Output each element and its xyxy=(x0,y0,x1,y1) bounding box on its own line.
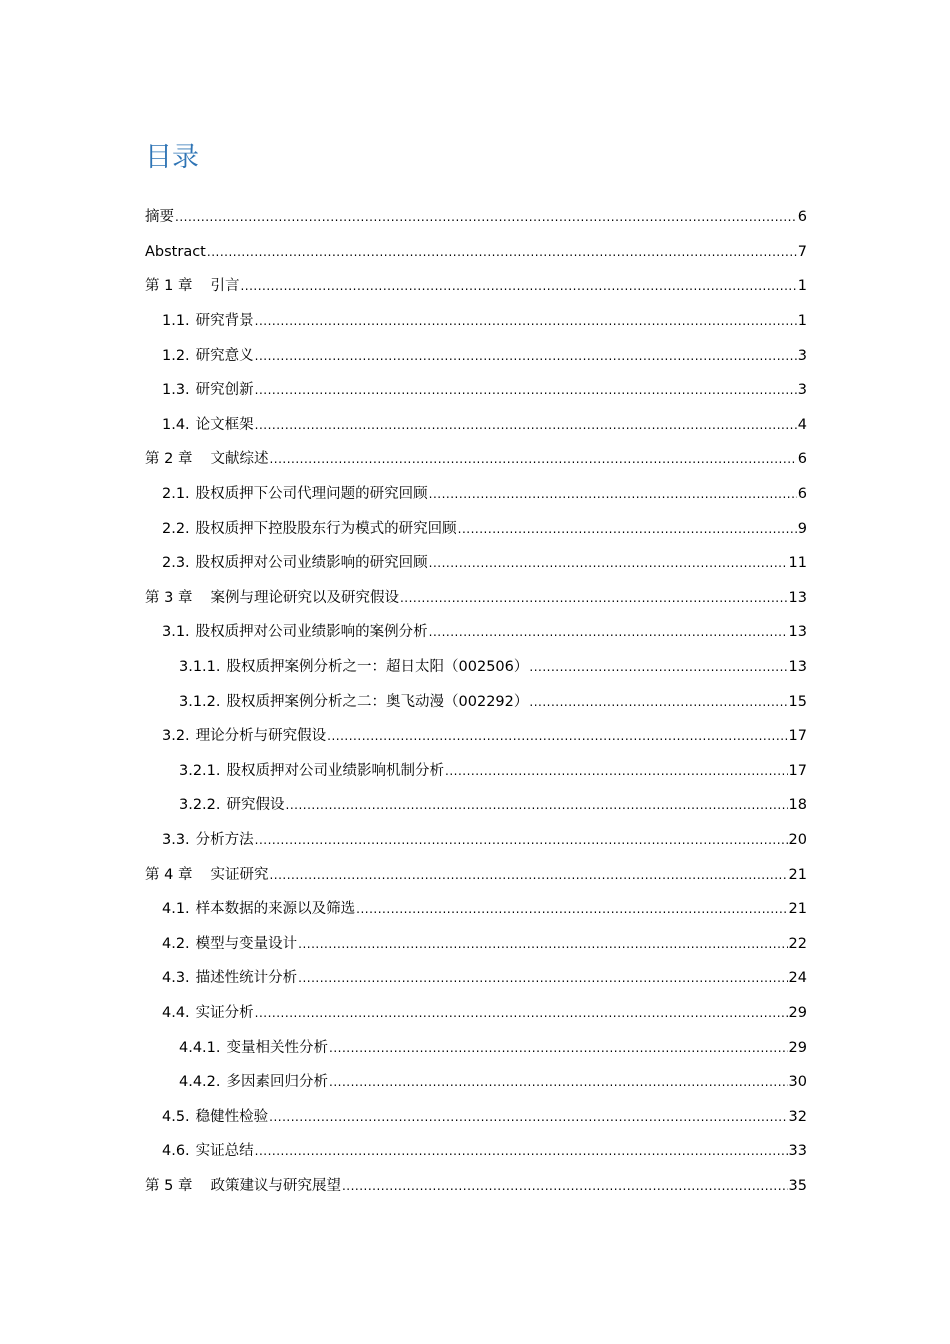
toc-entry[interactable] xyxy=(145,477,807,512)
toc-leader-dots xyxy=(445,762,788,780)
toc-entry-number: 4.1. xyxy=(162,901,190,918)
toc-entry[interactable] xyxy=(145,1030,807,1065)
toc-entry-number: 1.3. xyxy=(162,382,190,399)
toc-entry-number: 3.2.2. xyxy=(179,797,221,814)
toc-entry-page: 17 xyxy=(788,728,807,745)
toc-entry[interactable] xyxy=(145,823,807,858)
toc-leader-dots xyxy=(269,1108,787,1126)
toc-leader-dots xyxy=(175,208,797,226)
toc-entry-page: 29 xyxy=(788,1004,807,1021)
toc-entry-page: 13 xyxy=(788,589,807,606)
toc-entry-number: 3.1. xyxy=(162,624,190,641)
toc-entry-text: 股权质押对公司业绩影响的案例分析 xyxy=(195,624,428,641)
toc-entry-page: 6 xyxy=(797,209,807,226)
toc-entry-number: 3.2.1. xyxy=(179,762,221,779)
toc-entry[interactable] xyxy=(145,684,807,719)
toc-entry-page: 3 xyxy=(797,382,807,399)
toc-entry[interactable] xyxy=(145,650,807,685)
toc-entry-text: 论文框架 xyxy=(195,416,254,433)
toc-entry-page: 35 xyxy=(788,1177,807,1194)
toc-entry-number: 第 2 章 xyxy=(145,451,193,468)
toc-entry-number: 第 4 章 xyxy=(145,866,193,883)
toc-entry-text: 研究假设 xyxy=(226,797,285,814)
toc-entry-text: 股权质押案例分析之二：奥飞动漫（002292） xyxy=(226,693,529,710)
toc-entry-page: 30 xyxy=(788,1074,807,1091)
toc-entry-page: 9 xyxy=(797,520,807,537)
toc-leader-dots xyxy=(255,312,797,330)
toc-entry-page: 17 xyxy=(788,762,807,779)
toc-leader-dots xyxy=(269,450,796,468)
toc-entry-page: 3 xyxy=(797,347,807,364)
toc-entry-text: 研究意义 xyxy=(195,347,254,364)
toc-leader-dots xyxy=(207,243,797,261)
toc-leader-dots xyxy=(356,900,787,918)
toc-entry[interactable] xyxy=(145,442,807,477)
toc-entry-page: 11 xyxy=(788,555,807,572)
toc-entry[interactable] xyxy=(145,200,807,235)
toc-entry-page: 29 xyxy=(788,1039,807,1056)
toc-entry-number: 3.3. xyxy=(162,831,190,848)
toc-leader-dots xyxy=(298,969,787,987)
toc-entry[interactable] xyxy=(145,546,807,581)
toc-entry-page: 1 xyxy=(797,313,807,330)
toc-entry-text: 引言 xyxy=(210,278,240,295)
toc-entry-page: 1 xyxy=(797,278,807,295)
toc-entry-text: 理论分析与研究假设 xyxy=(195,728,327,745)
toc-entry-number: 2.1. xyxy=(162,486,190,503)
toc-entry-number: 第 1 章 xyxy=(145,278,193,295)
toc-entry[interactable] xyxy=(145,269,807,304)
toc-entry-text: 多因素回归分析 xyxy=(226,1074,329,1091)
toc-entry-text: Abstract xyxy=(145,243,206,260)
toc-entry[interactable] xyxy=(145,304,807,339)
toc-entry-page: 32 xyxy=(788,1108,807,1125)
toc-entry-page: 18 xyxy=(788,797,807,814)
toc-entry-text: 实证分析 xyxy=(195,1004,254,1021)
toc-entry-number: 4.4.1. xyxy=(179,1039,221,1056)
toc-entry[interactable] xyxy=(145,719,807,754)
toc-entry[interactable] xyxy=(145,511,807,546)
toc-entry-page: 15 xyxy=(788,693,807,710)
toc-leader-dots xyxy=(342,1177,788,1195)
toc-entry-number: 4.6. xyxy=(162,1143,190,1160)
toc-leader-dots xyxy=(255,347,797,365)
toc-entry-text: 研究创新 xyxy=(195,382,254,399)
toc-entry-number: 2.2. xyxy=(162,520,190,537)
toc-leader-dots xyxy=(429,554,788,572)
toc-leader-dots xyxy=(255,831,788,849)
toc-entry-page: 6 xyxy=(797,486,807,503)
toc-entry-text: 稳健性检验 xyxy=(195,1108,269,1125)
toc-entry-number: 4.5. xyxy=(162,1108,190,1125)
toc-entry-number: 1.1. xyxy=(162,313,190,330)
toc-entry-page: 13 xyxy=(788,659,807,676)
toc-leader-dots xyxy=(286,796,788,814)
toc-entry-number: 3.1.1. xyxy=(179,659,221,676)
toc-entry-page: 22 xyxy=(788,935,807,952)
toc-leader-dots xyxy=(255,381,797,399)
toc-entry-number: 4.4.2. xyxy=(179,1074,221,1091)
toc-entry-text: 描述性统计分析 xyxy=(195,970,298,987)
toc-entry-text: 股权质押下控股股东行为模式的研究回顾 xyxy=(195,520,457,537)
toc-entry-text: 案例与理论研究以及研究假设 xyxy=(210,589,399,606)
toc-leader-dots xyxy=(255,1142,788,1160)
toc-leader-dots xyxy=(255,1004,788,1022)
toc-entry-number: 4.2. xyxy=(162,935,190,952)
toc-entry-text: 股权质押对公司业绩影响机制分析 xyxy=(226,762,445,779)
toc-leader-dots xyxy=(298,935,787,953)
toc-entry-text: 实证总结 xyxy=(195,1143,254,1160)
toc-entry[interactable] xyxy=(145,373,807,408)
toc-entry-page: 4 xyxy=(797,416,807,433)
toc-entry-page: 33 xyxy=(788,1143,807,1160)
toc-entry-number: 3.2. xyxy=(162,728,190,745)
toc-entry-number: 第 5 章 xyxy=(145,1177,193,1194)
toc-leader-dots xyxy=(240,277,796,295)
toc-entry-text: 股权质押对公司业绩影响的研究回顾 xyxy=(195,555,428,572)
toc-leader-dots xyxy=(329,1039,788,1057)
toc-entry[interactable] xyxy=(145,1169,807,1204)
toc-entry-text: 分析方法 xyxy=(195,831,254,848)
toc-entry[interactable] xyxy=(145,235,807,270)
toc-entry-text: 研究背景 xyxy=(195,313,254,330)
toc-entry[interactable] xyxy=(145,408,807,443)
toc-entry-text: 股权质押下公司代理问题的研究回顾 xyxy=(195,486,428,503)
toc-entry[interactable] xyxy=(145,338,807,373)
toc-entry[interactable] xyxy=(145,788,807,823)
toc-entry-page: 6 xyxy=(797,451,807,468)
toc-entry-page: 20 xyxy=(788,831,807,848)
toc-entry-number: 1.4. xyxy=(162,416,190,433)
toc-entry-number: 4.3. xyxy=(162,970,190,987)
toc-entry[interactable] xyxy=(145,581,807,616)
toc-entry[interactable] xyxy=(145,996,807,1031)
toc-entry-text: 模型与变量设计 xyxy=(195,935,298,952)
toc-entry[interactable] xyxy=(145,1065,807,1100)
toc-entry-page: 7 xyxy=(797,243,807,260)
toc-leader-dots xyxy=(458,520,797,538)
toc-entry-text: 股权质押案例分析之一：超日太阳（002506） xyxy=(226,659,529,676)
toc-leader-dots xyxy=(400,589,788,607)
toc-title: 目录 xyxy=(145,142,199,173)
toc-entry[interactable] xyxy=(145,857,807,892)
toc-entry-text: 样本数据的来源以及筛选 xyxy=(195,901,356,918)
toc-entry-text: 实证研究 xyxy=(210,866,269,883)
toc-entry-text: 变量相关性分析 xyxy=(226,1039,329,1056)
toc-leader-dots xyxy=(327,727,787,745)
toc-entry[interactable] xyxy=(145,961,807,996)
toc-entry[interactable] xyxy=(145,1134,807,1169)
toc-entry-page: 21 xyxy=(788,901,807,918)
toc-entry-text: 文献综述 xyxy=(210,451,269,468)
toc-list xyxy=(145,200,807,1203)
toc-entry[interactable] xyxy=(145,1099,807,1134)
toc-entry-text: 摘要 xyxy=(145,209,174,226)
toc-leader-dots xyxy=(329,1073,788,1091)
toc-entry-number: 4.4. xyxy=(162,1004,190,1021)
toc-leader-dots xyxy=(529,693,787,711)
toc-leader-dots xyxy=(255,416,797,434)
toc-entry-number: 2.3. xyxy=(162,555,190,572)
toc-leader-dots xyxy=(429,485,797,503)
toc-entry-page: 21 xyxy=(788,866,807,883)
toc-leader-dots xyxy=(269,866,787,884)
toc-entry-number: 1.2. xyxy=(162,347,190,364)
toc-leader-dots xyxy=(429,623,788,641)
toc-entry-page: 24 xyxy=(788,970,807,987)
toc-entry[interactable] xyxy=(145,615,807,650)
toc-entry-page: 13 xyxy=(788,624,807,641)
toc-leader-dots xyxy=(529,658,787,676)
toc-entry[interactable] xyxy=(145,926,807,961)
toc-entry-number: 3.1.2. xyxy=(179,693,221,710)
toc-entry-number: 第 3 章 xyxy=(145,589,193,606)
toc-entry[interactable] xyxy=(145,892,807,927)
toc-entry[interactable] xyxy=(145,754,807,789)
toc-entry-text: 政策建议与研究展望 xyxy=(210,1177,341,1194)
